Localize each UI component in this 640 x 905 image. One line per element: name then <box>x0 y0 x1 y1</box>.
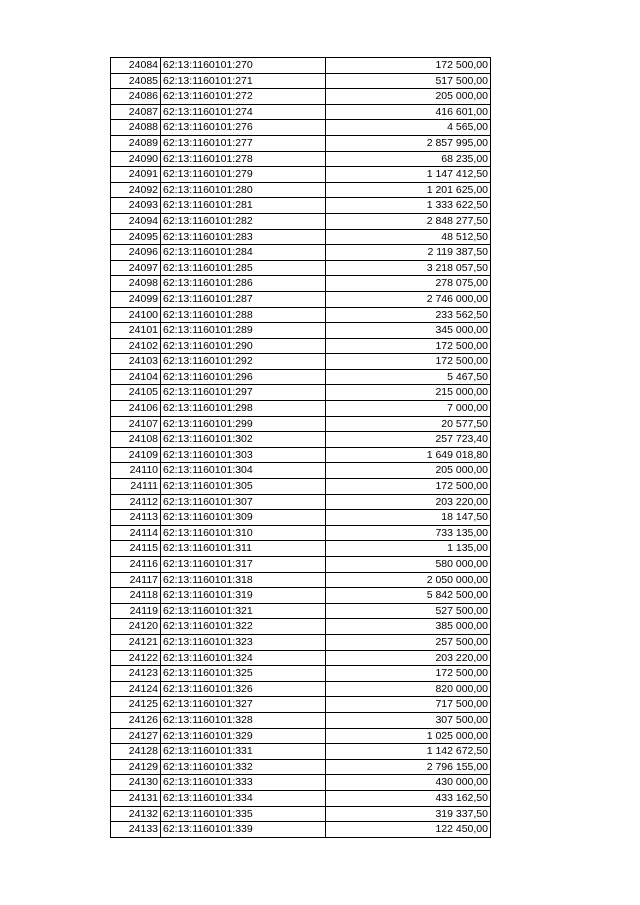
row-number-cell: 24091 <box>111 167 161 183</box>
cadastral-number-cell: 62:13:1160101:310 <box>161 525 326 541</box>
row-number-cell: 24107 <box>111 416 161 432</box>
row-number-cell: 24096 <box>111 245 161 261</box>
cadastral-number-cell: 62:13:1160101:288 <box>161 307 326 323</box>
row-number-cell: 24120 <box>111 619 161 635</box>
table-row <box>111 775 491 791</box>
row-number-cell: 24119 <box>111 603 161 619</box>
cadastral-value-cell: 527 500,00 <box>326 603 491 619</box>
cadastral-value-cell: 1 649 018,80 <box>326 447 491 463</box>
row-number-cell: 24128 <box>111 744 161 760</box>
table-row <box>111 603 491 619</box>
cadastral-value-cell: 1 135,00 <box>326 541 491 557</box>
cadastral-number-cell: 62:13:1160101:270 <box>161 58 326 74</box>
row-number-cell: 24098 <box>111 276 161 292</box>
cadastral-value-cell: 430 000,00 <box>326 775 491 791</box>
table-row <box>111 354 491 370</box>
table-row <box>111 572 491 588</box>
table-row <box>111 463 491 479</box>
cadastral-value-cell: 3 218 057,50 <box>326 260 491 276</box>
cadastral-number-cell: 62:13:1160101:297 <box>161 385 326 401</box>
row-number-cell: 24085 <box>111 73 161 89</box>
cadastral-value-cell: 319 337,50 <box>326 806 491 822</box>
table-row <box>111 135 491 151</box>
row-number-cell: 24117 <box>111 572 161 588</box>
cadastral-number-cell: 62:13:1160101:321 <box>161 603 326 619</box>
cadastral-number-cell: 62:13:1160101:332 <box>161 759 326 775</box>
row-number-cell: 24118 <box>111 588 161 604</box>
cadastral-value-cell: 68 235,00 <box>326 151 491 167</box>
cadastral-number-cell: 62:13:1160101:303 <box>161 447 326 463</box>
table-row <box>111 401 491 417</box>
row-number-cell: 24090 <box>111 151 161 167</box>
cadastral-value-cell: 203 220,00 <box>326 494 491 510</box>
table-row <box>111 728 491 744</box>
row-number-cell: 24088 <box>111 120 161 136</box>
document-page <box>110 57 491 838</box>
cadastral-value-cell: 1 025 000,00 <box>326 728 491 744</box>
table-row <box>111 385 491 401</box>
row-number-cell: 24105 <box>111 385 161 401</box>
table-row <box>111 697 491 713</box>
row-number-cell: 24122 <box>111 650 161 666</box>
cadastral-number-cell: 62:13:1160101:285 <box>161 260 326 276</box>
cadastral-number-cell: 62:13:1160101:305 <box>161 479 326 495</box>
row-number-cell: 24101 <box>111 323 161 339</box>
table-row <box>111 494 491 510</box>
cadastral-number-cell: 62:13:1160101:327 <box>161 697 326 713</box>
row-number-cell: 24114 <box>111 525 161 541</box>
row-number-cell: 24106 <box>111 401 161 417</box>
cadastral-value-cell: 215 000,00 <box>326 385 491 401</box>
cadastral-value-cell: 1 142 672,50 <box>326 744 491 760</box>
cadastral-number-cell: 62:13:1160101:304 <box>161 463 326 479</box>
row-number-cell: 24100 <box>111 307 161 323</box>
table-body <box>111 58 491 838</box>
row-number-cell: 24130 <box>111 775 161 791</box>
table-row <box>111 759 491 775</box>
row-number-cell: 24093 <box>111 198 161 214</box>
row-number-cell: 24084 <box>111 58 161 74</box>
cadastral-number-cell: 62:13:1160101:335 <box>161 806 326 822</box>
cadastral-number-cell: 62:13:1160101:299 <box>161 416 326 432</box>
row-number-cell: 24111 <box>111 479 161 495</box>
row-number-cell: 24116 <box>111 557 161 573</box>
cadastral-value-cell: 517 500,00 <box>326 73 491 89</box>
cadastral-number-cell: 62:13:1160101:302 <box>161 432 326 448</box>
row-number-cell: 24127 <box>111 728 161 744</box>
cadastral-number-cell: 62:13:1160101:277 <box>161 135 326 151</box>
cadastral-number-cell: 62:13:1160101:272 <box>161 89 326 105</box>
table-row <box>111 634 491 650</box>
cadastral-value-cell: 122 450,00 <box>326 822 491 838</box>
cadastral-value-cell: 20 577,50 <box>326 416 491 432</box>
cadastral-value-cell: 2 119 387,50 <box>326 245 491 261</box>
cadastral-value-cell: 733 135,00 <box>326 525 491 541</box>
cadastral-number-cell: 62:13:1160101:324 <box>161 650 326 666</box>
table-row <box>111 89 491 105</box>
cadastral-value-cell: 416 601,00 <box>326 104 491 120</box>
table-row <box>111 712 491 728</box>
row-number-cell: 24110 <box>111 463 161 479</box>
cadastral-value-cell: 345 000,00 <box>326 323 491 339</box>
cadastral-value-cell: 5 842 500,00 <box>326 588 491 604</box>
cadastral-value-cell: 4 565,00 <box>326 120 491 136</box>
row-number-cell: 24108 <box>111 432 161 448</box>
table-row <box>111 73 491 89</box>
table-row <box>111 416 491 432</box>
row-number-cell: 24133 <box>111 822 161 838</box>
table-row <box>111 479 491 495</box>
table-row <box>111 198 491 214</box>
cadastral-value-cell: 172 500,00 <box>326 479 491 495</box>
cadastral-number-cell: 62:13:1160101:271 <box>161 73 326 89</box>
table-row <box>111 619 491 635</box>
table-row <box>111 541 491 557</box>
row-number-cell: 24099 <box>111 291 161 307</box>
cadastral-number-cell: 62:13:1160101:283 <box>161 229 326 245</box>
cadastral-value-cell: 2 857 995,00 <box>326 135 491 151</box>
row-number-cell: 24087 <box>111 104 161 120</box>
table-row <box>111 182 491 198</box>
cadastral-number-cell: 62:13:1160101:328 <box>161 712 326 728</box>
table-row <box>111 276 491 292</box>
cadastral-value-cell: 2 796 155,00 <box>326 759 491 775</box>
cadastral-number-cell: 62:13:1160101:287 <box>161 291 326 307</box>
cadastral-value-cell: 820 000,00 <box>326 681 491 697</box>
table-row <box>111 167 491 183</box>
row-number-cell: 24112 <box>111 494 161 510</box>
table-row <box>111 245 491 261</box>
cadastral-value-table <box>110 57 491 838</box>
table-row <box>111 323 491 339</box>
table-row <box>111 369 491 385</box>
cadastral-number-cell: 62:13:1160101:298 <box>161 401 326 417</box>
cadastral-value-cell: 1 333 622,50 <box>326 198 491 214</box>
table-row <box>111 588 491 604</box>
table-row <box>111 338 491 354</box>
cadastral-value-cell: 172 500,00 <box>326 666 491 682</box>
table-row <box>111 58 491 74</box>
cadastral-value-cell: 2 746 000,00 <box>326 291 491 307</box>
cadastral-number-cell: 62:13:1160101:307 <box>161 494 326 510</box>
table-row <box>111 744 491 760</box>
cadastral-number-cell: 62:13:1160101:311 <box>161 541 326 557</box>
table-row <box>111 104 491 120</box>
table-row <box>111 213 491 229</box>
table-row <box>111 229 491 245</box>
cadastral-number-cell: 62:13:1160101:296 <box>161 369 326 385</box>
cadastral-number-cell: 62:13:1160101:284 <box>161 245 326 261</box>
table-row <box>111 510 491 526</box>
row-number-cell: 24126 <box>111 712 161 728</box>
table-row <box>111 447 491 463</box>
cadastral-number-cell: 62:13:1160101:274 <box>161 104 326 120</box>
cadastral-value-cell: 172 500,00 <box>326 338 491 354</box>
cadastral-value-cell: 48 512,50 <box>326 229 491 245</box>
cadastral-value-cell: 2 050 000,00 <box>326 572 491 588</box>
table-row <box>111 120 491 136</box>
cadastral-value-cell: 1 201 625,00 <box>326 182 491 198</box>
cadastral-number-cell: 62:13:1160101:278 <box>161 151 326 167</box>
cadastral-value-cell: 257 723,40 <box>326 432 491 448</box>
row-number-cell: 24109 <box>111 447 161 463</box>
table-row <box>111 806 491 822</box>
row-number-cell: 24129 <box>111 759 161 775</box>
cadastral-value-cell: 2 848 277,50 <box>326 213 491 229</box>
table-row <box>111 525 491 541</box>
table-row <box>111 650 491 666</box>
row-number-cell: 24125 <box>111 697 161 713</box>
cadastral-number-cell: 62:13:1160101:318 <box>161 572 326 588</box>
cadastral-value-cell: 278 075,00 <box>326 276 491 292</box>
row-number-cell: 24086 <box>111 89 161 105</box>
cadastral-value-cell: 172 500,00 <box>326 58 491 74</box>
cadastral-number-cell: 62:13:1160101:286 <box>161 276 326 292</box>
cadastral-value-cell: 580 000,00 <box>326 557 491 573</box>
cadastral-value-cell: 257 500,00 <box>326 634 491 650</box>
cadastral-number-cell: 62:13:1160101:292 <box>161 354 326 370</box>
cadastral-number-cell: 62:13:1160101:280 <box>161 182 326 198</box>
cadastral-value-cell: 433 162,50 <box>326 790 491 806</box>
table-row <box>111 557 491 573</box>
cadastral-number-cell: 62:13:1160101:319 <box>161 588 326 604</box>
row-number-cell: 24092 <box>111 182 161 198</box>
cadastral-value-cell: 205 000,00 <box>326 89 491 105</box>
table-row <box>111 151 491 167</box>
row-number-cell: 24103 <box>111 354 161 370</box>
cadastral-number-cell: 62:13:1160101:279 <box>161 167 326 183</box>
row-number-cell: 24094 <box>111 213 161 229</box>
cadastral-number-cell: 62:13:1160101:333 <box>161 775 326 791</box>
row-number-cell: 24104 <box>111 369 161 385</box>
cadastral-number-cell: 62:13:1160101:326 <box>161 681 326 697</box>
table-row <box>111 260 491 276</box>
table-row <box>111 681 491 697</box>
table-row <box>111 432 491 448</box>
row-number-cell: 24097 <box>111 260 161 276</box>
cadastral-value-cell: 172 500,00 <box>326 354 491 370</box>
table-row <box>111 291 491 307</box>
cadastral-number-cell: 62:13:1160101:331 <box>161 744 326 760</box>
row-number-cell: 24121 <box>111 634 161 650</box>
row-number-cell: 24123 <box>111 666 161 682</box>
cadastral-value-cell: 5 467,50 <box>326 369 491 385</box>
cadastral-number-cell: 62:13:1160101:329 <box>161 728 326 744</box>
row-number-cell: 24113 <box>111 510 161 526</box>
cadastral-number-cell: 62:13:1160101:322 <box>161 619 326 635</box>
cadastral-value-cell: 1 147 412,50 <box>326 167 491 183</box>
row-number-cell: 24124 <box>111 681 161 697</box>
row-number-cell: 24115 <box>111 541 161 557</box>
cadastral-number-cell: 62:13:1160101:309 <box>161 510 326 526</box>
cadastral-number-cell: 62:13:1160101:339 <box>161 822 326 838</box>
table-row <box>111 307 491 323</box>
cadastral-value-cell: 233 562,50 <box>326 307 491 323</box>
cadastral-value-cell: 18 147,50 <box>326 510 491 526</box>
row-number-cell: 24095 <box>111 229 161 245</box>
cadastral-number-cell: 62:13:1160101:276 <box>161 120 326 136</box>
cadastral-value-cell: 203 220,00 <box>326 650 491 666</box>
table-row <box>111 666 491 682</box>
cadastral-number-cell: 62:13:1160101:282 <box>161 213 326 229</box>
cadastral-number-cell: 62:13:1160101:334 <box>161 790 326 806</box>
cadastral-value-cell: 717 500,00 <box>326 697 491 713</box>
row-number-cell: 24132 <box>111 806 161 822</box>
row-number-cell: 24089 <box>111 135 161 151</box>
cadastral-number-cell: 62:13:1160101:281 <box>161 198 326 214</box>
cadastral-number-cell: 62:13:1160101:317 <box>161 557 326 573</box>
cadastral-number-cell: 62:13:1160101:325 <box>161 666 326 682</box>
cadastral-value-cell: 7 000,00 <box>326 401 491 417</box>
cadastral-value-cell: 307 500,00 <box>326 712 491 728</box>
cadastral-value-cell: 385 000,00 <box>326 619 491 635</box>
table-row <box>111 822 491 838</box>
cadastral-number-cell: 62:13:1160101:289 <box>161 323 326 339</box>
cadastral-value-cell: 205 000,00 <box>326 463 491 479</box>
cadastral-number-cell: 62:13:1160101:290 <box>161 338 326 354</box>
cadastral-number-cell: 62:13:1160101:323 <box>161 634 326 650</box>
row-number-cell: 24102 <box>111 338 161 354</box>
row-number-cell: 24131 <box>111 790 161 806</box>
table-row <box>111 790 491 806</box>
